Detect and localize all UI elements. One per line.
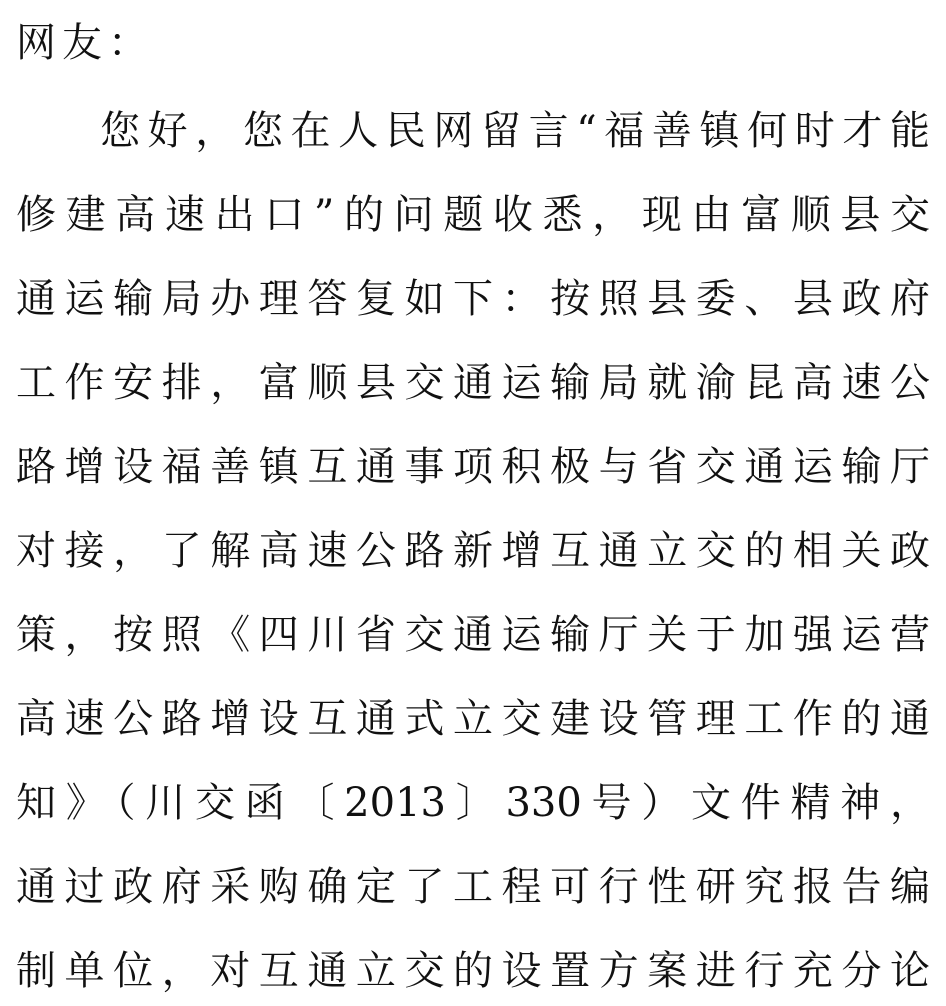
- body-line: 制单位，对互通立交的设置方案进行充分论: [16, 948, 930, 994]
- body-line: 对接，了解高速公路新增互通立交的相关政: [16, 528, 930, 574]
- body-line: 工作安排，富顺县交通运输局就渝昆高速公: [16, 360, 930, 406]
- body-line: 您好，您在人民网留言“福善镇何时才能: [100, 108, 930, 154]
- salutation: 网友：: [16, 20, 154, 66]
- body-line: 知》（川交函〔2013〕330号）文件精神，: [16, 780, 930, 826]
- body-line: 修建高速出口”的问题收悉，现由富顺县交: [16, 192, 930, 238]
- body-line: 通运输局办理答复如下：按照县委、县政府: [16, 276, 930, 322]
- body-line: 高速公路增设互通式立交建设管理工作的通: [16, 696, 930, 742]
- body-line: 通过政府采购确定了工程可行性研究报告编: [16, 864, 930, 910]
- body-line: 路增设福善镇互通事项积极与省交通运输厅: [16, 444, 930, 490]
- body-line: 策，按照《四川省交通运输厅关于加强运营: [16, 612, 930, 658]
